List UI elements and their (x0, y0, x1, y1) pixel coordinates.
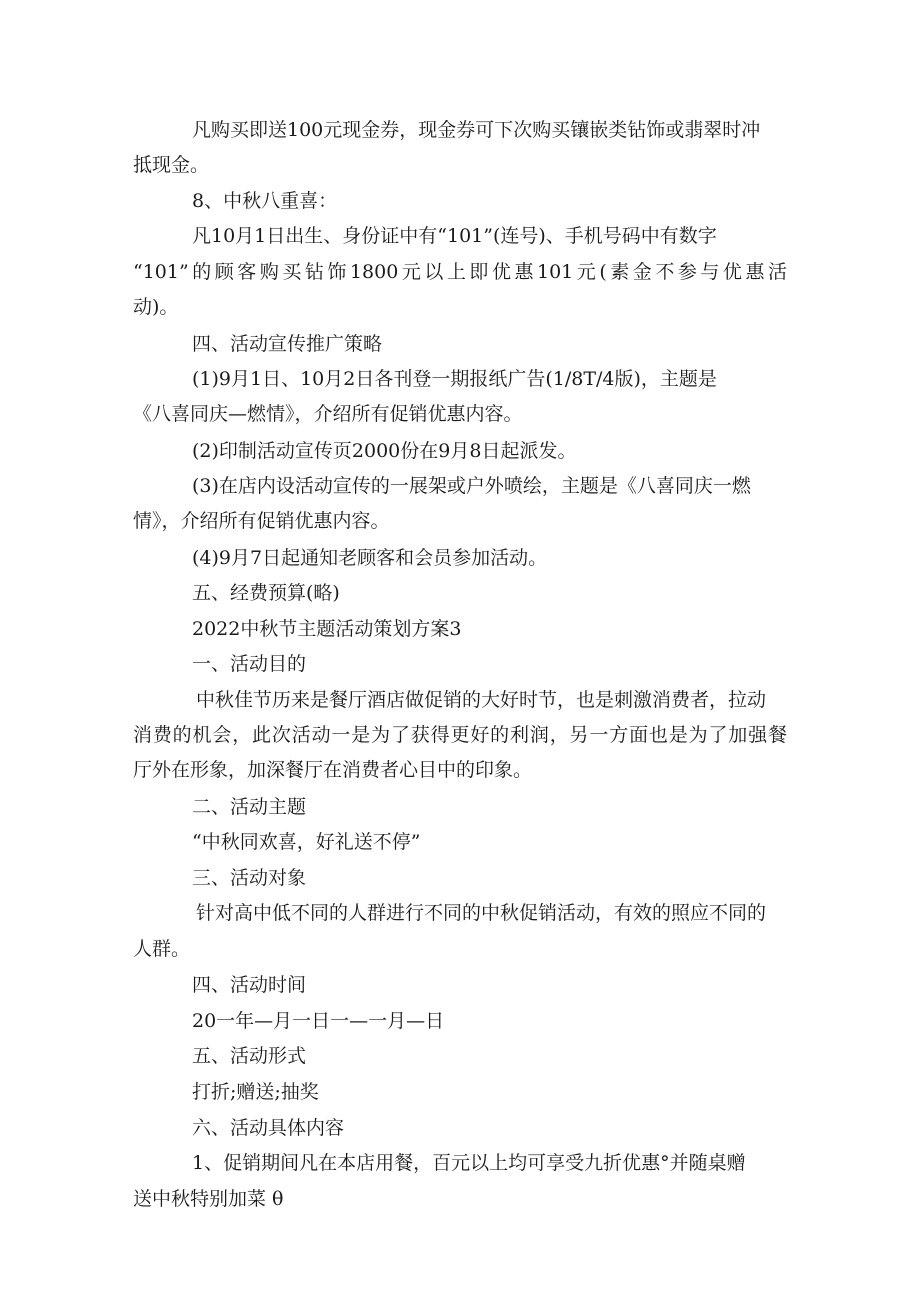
section-heading: 三、活动对象 (192, 867, 307, 889)
paragraph-line: 抵现金。 (133, 154, 210, 176)
paragraph-line: 凡10月1日出生、身份证中有“101”(连号)、手机号码中有数字 (192, 225, 717, 247)
section-heading: 四、活动时间 (192, 974, 307, 996)
paragraph-line: (4)9月7日起通知老顾客和会员参加活动。 (192, 547, 548, 569)
paragraph-line: 送中秋特别加菜 θ (133, 1188, 284, 1210)
paragraph-line: “101”的顾客购买钻饰1800元以上即优惠101元(素金不参与优惠活 (133, 261, 787, 283)
paragraph-line: 针对高中低不同的人群进行不同的中秋促销活动，有效的照应不同的 (196, 902, 767, 924)
paragraph-line: (2)印制活动宣传页2000份在9月8日起派发。 (192, 440, 577, 462)
document-title: 2022中秋节主题活动策划方案3 (192, 618, 462, 640)
paragraph-line: 《八喜同庆—燃情》，介绍所有促销优惠内容。 (133, 403, 523, 425)
section-item-heading: 8、中秋八重喜： (192, 190, 338, 212)
paragraph-line: “中秋同欢喜，好礼送不停” (192, 831, 421, 853)
paragraph-line: (3)在店内设活动宣传的一展架或户外喷绘，主题是《八喜同庆一燃 (192, 475, 751, 497)
section-heading: 二、活动主题 (192, 796, 307, 818)
paragraph-line: 情》，介绍所有促销优惠内容。 (133, 510, 390, 532)
section-heading: 一、活动目的 (192, 653, 307, 675)
paragraph-line: 动)。 (133, 296, 179, 318)
paragraph-line: (1)9月1日、10月2日各刊登一期报纸广告(1/8T/4版)，主题是 (192, 368, 717, 390)
section-heading: 五、活动形式 (192, 1045, 307, 1067)
paragraph-line: 凡购买即送100元现金券，现金券可下次购买镶嵌类钻饰或翡翠时冲 (192, 119, 761, 141)
section-heading: 六、活动具体内容 (192, 1117, 345, 1139)
paragraph-line: 1、促销期间凡在本店用餐，百元以上均可享受九折优惠°并随桌赠 (192, 1152, 746, 1174)
paragraph-line: 中秋佳节历来是餐厅酒店做促销的大好时节，也是刺激消费者，拉动 (196, 689, 767, 711)
paragraph-line: 打折;赠送;抽奖 (192, 1081, 319, 1103)
paragraph-line: 消费的机会，此次活动一是为了获得更好的利润，另一方面也是为了加强餐 (133, 724, 787, 746)
paragraph-line: 人群。 (133, 938, 191, 960)
section-heading: 四、活动宣传推广策略 (192, 333, 383, 355)
paragraph-line: 20一年—月一日一—一月—日 (192, 1010, 445, 1032)
section-heading: 五、经费预算(略) (192, 582, 340, 604)
paragraph-line: 厅外在形象，加深餐厅在消费者心目中的印象。 (133, 759, 533, 781)
